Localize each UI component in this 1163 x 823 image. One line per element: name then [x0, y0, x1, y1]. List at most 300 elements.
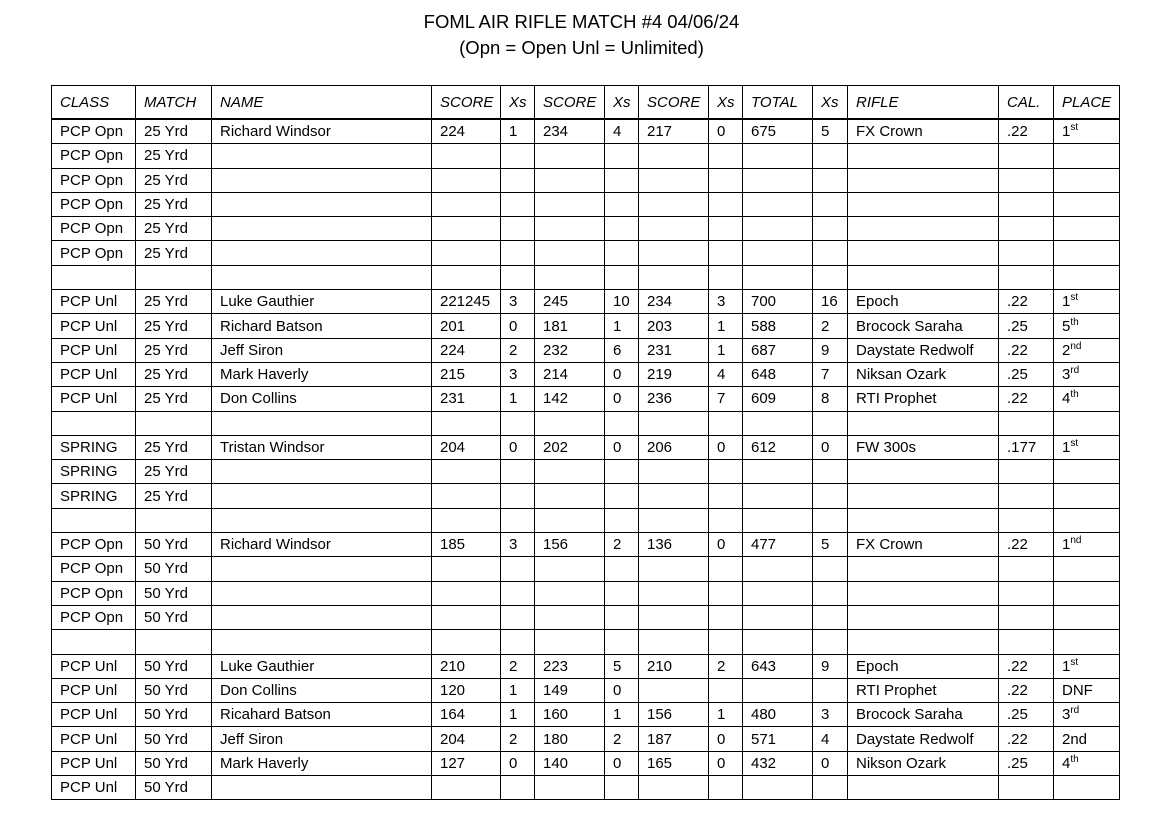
- xs-1-cell: 0: [501, 751, 535, 775]
- xs-3-cell: 0: [709, 533, 743, 557]
- xs-3-cell: [709, 192, 743, 216]
- match-cell: 25 Yrd: [136, 217, 212, 241]
- header-name: NAME: [212, 86, 432, 120]
- xs-2-cell: 0: [605, 435, 639, 459]
- table-row: [52, 581, 1120, 605]
- cal-cell: [999, 411, 1054, 435]
- total-cell: [743, 411, 813, 435]
- title-line-1: FOML AIR RIFLE MATCH #4 04/06/24: [423, 11, 740, 32]
- xs-2-cell: [605, 557, 639, 581]
- match-cell: 50 Yrd: [136, 727, 212, 751]
- xs-1-cell: [501, 144, 535, 168]
- match-cell: 25 Yrd: [136, 484, 212, 508]
- cal-cell: [999, 508, 1054, 532]
- header-score-2: SCORE: [535, 86, 605, 120]
- name-cell: [212, 460, 432, 484]
- xs-total-cell: [813, 508, 848, 532]
- score-3-cell: [639, 581, 709, 605]
- table-row: [52, 533, 1120, 557]
- xs-1-cell: [501, 241, 535, 265]
- class-cell: [52, 411, 136, 435]
- place-suffix: st: [1070, 656, 1079, 668]
- cal-cell: [999, 630, 1054, 654]
- class-cell: PCP Unl: [52, 727, 136, 751]
- xs-2-cell: [605, 217, 639, 241]
- match-cell: 25 Yrd: [136, 144, 212, 168]
- xs-total-cell: 8: [813, 387, 848, 411]
- match-cell: 50 Yrd: [136, 557, 212, 581]
- xs-1-cell: [501, 460, 535, 484]
- table-row: [52, 776, 1120, 800]
- place-suffix: nd: [1070, 340, 1082, 352]
- xs-3-cell: [709, 144, 743, 168]
- total-cell: [743, 581, 813, 605]
- class-cell: PCP Unl: [52, 387, 136, 411]
- total-cell: [743, 460, 813, 484]
- name-cell: [212, 241, 432, 265]
- total-cell: [743, 144, 813, 168]
- rifle-cell: RTI Prophet: [848, 387, 999, 411]
- xs-2-cell: 6: [605, 338, 639, 362]
- name-cell: Ricahard Batson: [212, 703, 432, 727]
- xs-3-cell: 0: [709, 751, 743, 775]
- place-cell: [1054, 241, 1120, 265]
- xs-total-cell: 0: [813, 751, 848, 775]
- xs-3-cell: 7: [709, 387, 743, 411]
- xs-1-cell: 1: [501, 703, 535, 727]
- xs-2-cell: [605, 411, 639, 435]
- match-cell: 25 Yrd: [136, 314, 212, 338]
- name-cell: Richard Windsor: [212, 119, 432, 144]
- score-1-cell: [432, 265, 501, 289]
- place-cell: [1054, 435, 1120, 459]
- xs-3-cell: 1: [709, 703, 743, 727]
- place-value: 2: [1062, 341, 1071, 359]
- place-suffix: th: [1070, 389, 1079, 401]
- total-cell: 700: [743, 290, 813, 314]
- score-2-cell: [535, 460, 605, 484]
- score-2-cell: [535, 508, 605, 532]
- score-3-cell: 219: [639, 362, 709, 386]
- score-2-cell: [535, 484, 605, 508]
- table-row: [52, 265, 1120, 289]
- xs-3-cell: [709, 217, 743, 241]
- cal-cell: .22: [999, 290, 1054, 314]
- cal-cell: .25: [999, 751, 1054, 775]
- rifle-cell: [848, 776, 999, 800]
- xs-3-cell: [709, 265, 743, 289]
- match-cell: 50 Yrd: [136, 751, 212, 775]
- xs-3-cell: [709, 411, 743, 435]
- score-1-cell: [432, 484, 501, 508]
- table-row: [52, 290, 1120, 314]
- rifle-cell: [848, 192, 999, 216]
- xs-1-cell: 1: [501, 119, 535, 144]
- rifle-cell: FX Crown: [848, 119, 999, 144]
- total-cell: [743, 605, 813, 629]
- xs-total-cell: 4: [813, 727, 848, 751]
- place-cell: [1054, 533, 1120, 557]
- match-cell: 25 Yrd: [136, 241, 212, 265]
- score-3-cell: [639, 605, 709, 629]
- score-2-cell: 181: [535, 314, 605, 338]
- score-3-cell: [639, 776, 709, 800]
- score-1-cell: 164: [432, 703, 501, 727]
- rifle-cell: [848, 168, 999, 192]
- cal-cell: .22: [999, 654, 1054, 678]
- score-1-cell: 224: [432, 119, 501, 144]
- place-cell: [1054, 508, 1120, 532]
- match-cell: [136, 411, 212, 435]
- place-suffix: st: [1070, 122, 1079, 134]
- table-row: [52, 557, 1120, 581]
- cal-cell: [999, 217, 1054, 241]
- match-cell: 50 Yrd: [136, 533, 212, 557]
- match-cell: 50 Yrd: [136, 654, 212, 678]
- name-cell: Mark Haverly: [212, 362, 432, 386]
- cal-cell: .22: [999, 387, 1054, 411]
- header-xs-3: Xs: [709, 86, 743, 120]
- score-2-cell: 232: [535, 338, 605, 362]
- rifle-cell: [848, 630, 999, 654]
- xs-3-cell: [709, 557, 743, 581]
- cal-cell: [999, 241, 1054, 265]
- rifle-cell: FX Crown: [848, 533, 999, 557]
- class-cell: SPRING: [52, 435, 136, 459]
- xs-2-cell: [605, 144, 639, 168]
- xs-2-cell: [605, 630, 639, 654]
- xs-3-cell: [709, 460, 743, 484]
- place-cell: [1054, 484, 1120, 508]
- xs-total-cell: [813, 460, 848, 484]
- score-3-cell: [639, 168, 709, 192]
- score-3-cell: 231: [639, 338, 709, 362]
- cal-cell: .22: [999, 338, 1054, 362]
- name-cell: Mark Haverly: [212, 751, 432, 775]
- place-value: 4: [1062, 390, 1071, 408]
- place-value: 3: [1062, 366, 1071, 384]
- score-3-cell: [639, 411, 709, 435]
- rifle-cell: [848, 605, 999, 629]
- cal-cell: .22: [999, 119, 1054, 144]
- place-value: 2nd: [1062, 730, 1088, 748]
- score-3-cell: [639, 630, 709, 654]
- xs-total-cell: 0: [813, 435, 848, 459]
- total-cell: 643: [743, 654, 813, 678]
- class-cell: PCP Opn: [52, 192, 136, 216]
- rifle-cell: FW 300s: [848, 435, 999, 459]
- place-cell: [1054, 678, 1120, 702]
- score-3-cell: [639, 265, 709, 289]
- total-cell: [743, 192, 813, 216]
- score-2-cell: 149: [535, 678, 605, 702]
- xs-total-cell: [813, 678, 848, 702]
- place-cell: [1054, 290, 1120, 314]
- xs-1-cell: [501, 508, 535, 532]
- xs-3-cell: [709, 630, 743, 654]
- table-row: [52, 241, 1120, 265]
- place-cell: [1054, 654, 1120, 678]
- name-cell: [212, 144, 432, 168]
- score-1-cell: [432, 557, 501, 581]
- place-cell: [1054, 387, 1120, 411]
- place-suffix: th: [1070, 316, 1079, 328]
- match-cell: 25 Yrd: [136, 168, 212, 192]
- score-1-cell: 185: [432, 533, 501, 557]
- place-cell: [1054, 192, 1120, 216]
- class-cell: PCP Opn: [52, 241, 136, 265]
- cal-cell: [999, 460, 1054, 484]
- match-cell: 25 Yrd: [136, 119, 212, 144]
- class-cell: [52, 630, 136, 654]
- place-value: 4: [1062, 754, 1071, 772]
- score-2-cell: 202: [535, 435, 605, 459]
- score-2-cell: [535, 557, 605, 581]
- xs-2-cell: 0: [605, 678, 639, 702]
- class-cell: PCP Opn: [52, 144, 136, 168]
- score-1-cell: [432, 776, 501, 800]
- total-cell: [743, 776, 813, 800]
- place-cell: [1054, 119, 1120, 144]
- score-3-cell: 236: [639, 387, 709, 411]
- rifle-cell: Daystate Redwolf: [848, 727, 999, 751]
- table-row: [52, 168, 1120, 192]
- class-cell: PCP Opn: [52, 119, 136, 144]
- table-row: [52, 727, 1120, 751]
- name-cell: Jeff Siron: [212, 338, 432, 362]
- xs-total-cell: [813, 776, 848, 800]
- xs-total-cell: 2: [813, 314, 848, 338]
- place-suffix: st: [1070, 292, 1079, 304]
- class-cell: [52, 265, 136, 289]
- score-3-cell: 206: [639, 435, 709, 459]
- results-table: [51, 85, 1120, 800]
- header-xs-total: Xs: [813, 86, 848, 120]
- score-2-cell: [535, 630, 605, 654]
- xs-1-cell: [501, 411, 535, 435]
- xs-3-cell: [709, 168, 743, 192]
- xs-total-cell: 5: [813, 119, 848, 144]
- place-cell: [1054, 217, 1120, 241]
- cal-cell: .22: [999, 533, 1054, 557]
- rifle-cell: [848, 144, 999, 168]
- score-2-cell: 214: [535, 362, 605, 386]
- match-cell: [136, 265, 212, 289]
- class-cell: PCP Unl: [52, 654, 136, 678]
- table-row: [52, 387, 1120, 411]
- table-row: [52, 508, 1120, 532]
- name-cell: Don Collins: [212, 678, 432, 702]
- score-1-cell: [432, 411, 501, 435]
- score-1-cell: [432, 581, 501, 605]
- cal-cell: [999, 192, 1054, 216]
- class-cell: SPRING: [52, 460, 136, 484]
- score-2-cell: [535, 144, 605, 168]
- place-value: 1: [1062, 657, 1071, 675]
- score-1-cell: [432, 144, 501, 168]
- place-value: 1: [1062, 439, 1071, 456]
- total-cell: 432: [743, 751, 813, 775]
- match-cell: 25 Yrd: [136, 290, 212, 314]
- xs-2-cell: 1: [605, 703, 639, 727]
- xs-2-cell: [605, 508, 639, 532]
- xs-1-cell: [501, 605, 535, 629]
- header-total: TOTAL: [743, 86, 813, 120]
- xs-1-cell: [501, 776, 535, 800]
- xs-3-cell: 4: [709, 362, 743, 386]
- place-cell: [1054, 557, 1120, 581]
- score-2-cell: [535, 265, 605, 289]
- score-2-cell: [535, 192, 605, 216]
- score-3-cell: 187: [639, 727, 709, 751]
- rifle-cell: [848, 217, 999, 241]
- place-suffix: st: [1070, 438, 1079, 449]
- xs-1-cell: 2: [501, 338, 535, 362]
- name-cell: [212, 192, 432, 216]
- name-cell: Luke Gauthier: [212, 290, 432, 314]
- cal-cell: [999, 484, 1054, 508]
- score-3-cell: 136: [639, 533, 709, 557]
- score-3-cell: 210: [639, 654, 709, 678]
- score-3-cell: 165: [639, 751, 709, 775]
- xs-total-cell: [813, 217, 848, 241]
- name-cell: [212, 605, 432, 629]
- score-2-cell: [535, 605, 605, 629]
- xs-total-cell: [813, 144, 848, 168]
- place-value: 3: [1062, 706, 1071, 724]
- score-1-cell: [432, 460, 501, 484]
- xs-3-cell: [709, 241, 743, 265]
- total-cell: [743, 508, 813, 532]
- rifle-cell: [848, 508, 999, 532]
- score-3-cell: 234: [639, 290, 709, 314]
- xs-3-cell: 1: [709, 338, 743, 362]
- place-value: 1: [1062, 293, 1071, 311]
- xs-1-cell: [501, 217, 535, 241]
- total-cell: 687: [743, 338, 813, 362]
- score-2-cell: [535, 241, 605, 265]
- place-value: 1: [1062, 123, 1071, 141]
- total-cell: 609: [743, 387, 813, 411]
- place-cell: [1054, 460, 1120, 484]
- xs-2-cell: 2: [605, 533, 639, 557]
- table-row: [52, 119, 1120, 144]
- name-cell: Luke Gauthier: [212, 654, 432, 678]
- xs-2-cell: 0: [605, 751, 639, 775]
- table-row: [52, 484, 1120, 508]
- name-cell: [212, 508, 432, 532]
- score-1-cell: 231: [432, 387, 501, 411]
- match-cell: 25 Yrd: [136, 192, 212, 216]
- cal-cell: .22: [999, 678, 1054, 702]
- score-2-cell: [535, 776, 605, 800]
- class-cell: PCP Opn: [52, 168, 136, 192]
- xs-2-cell: 2: [605, 727, 639, 751]
- xs-total-cell: [813, 557, 848, 581]
- name-cell: [212, 411, 432, 435]
- xs-1-cell: [501, 557, 535, 581]
- name-cell: Don Collins: [212, 387, 432, 411]
- score-1-cell: [432, 630, 501, 654]
- xs-2-cell: [605, 460, 639, 484]
- place-cell: [1054, 362, 1120, 386]
- cal-cell: [999, 581, 1054, 605]
- table-row: [52, 217, 1120, 241]
- match-cell: 25 Yrd: [136, 362, 212, 386]
- table-row: [52, 630, 1120, 654]
- name-cell: Richard Windsor: [212, 533, 432, 557]
- score-1-cell: [432, 508, 501, 532]
- match-cell: 50 Yrd: [136, 581, 212, 605]
- match-cell: 25 Yrd: [136, 435, 212, 459]
- place-cell: [1054, 703, 1120, 727]
- xs-2-cell: 1: [605, 314, 639, 338]
- xs-2-cell: 10: [605, 290, 639, 314]
- class-cell: PCP Unl: [52, 776, 136, 800]
- place-cell: [1054, 727, 1120, 751]
- name-cell: Richard Batson: [212, 314, 432, 338]
- name-cell: [212, 581, 432, 605]
- rifle-cell: Brocock Saraha: [848, 703, 999, 727]
- total-cell: 648: [743, 362, 813, 386]
- place-value: 1: [1062, 536, 1071, 554]
- cal-cell: [999, 168, 1054, 192]
- class-cell: PCP Opn: [52, 605, 136, 629]
- xs-2-cell: [605, 241, 639, 265]
- cal-cell: [999, 557, 1054, 581]
- name-cell: Tristan Windsor: [212, 435, 432, 459]
- xs-2-cell: 5: [605, 654, 639, 678]
- name-cell: [212, 557, 432, 581]
- cal-cell: [999, 144, 1054, 168]
- header-match: MATCH: [136, 86, 212, 120]
- xs-3-cell: [709, 484, 743, 508]
- xs-2-cell: [605, 776, 639, 800]
- place-cell: [1054, 776, 1120, 800]
- table-row: [52, 314, 1120, 338]
- cal-cell: .25: [999, 314, 1054, 338]
- header-place: PLACE: [1054, 86, 1120, 120]
- xs-1-cell: [501, 630, 535, 654]
- name-cell: Jeff Siron: [212, 727, 432, 751]
- header-score-3: SCORE: [639, 86, 709, 120]
- xs-1-cell: [501, 265, 535, 289]
- xs-1-cell: 3: [501, 290, 535, 314]
- total-cell: [743, 241, 813, 265]
- xs-3-cell: [709, 508, 743, 532]
- match-cell: [136, 508, 212, 532]
- table-row: [52, 411, 1120, 435]
- class-cell: PCP Unl: [52, 290, 136, 314]
- place-cell: [1054, 144, 1120, 168]
- score-2-cell: [535, 411, 605, 435]
- document-title: [0, 9, 1163, 61]
- total-cell: [743, 557, 813, 581]
- xs-1-cell: 1: [501, 678, 535, 702]
- total-cell: 675: [743, 119, 813, 144]
- cal-cell: [999, 605, 1054, 629]
- name-cell: [212, 630, 432, 654]
- score-2-cell: 223: [535, 654, 605, 678]
- total-cell: 480: [743, 703, 813, 727]
- score-1-cell: 224: [432, 338, 501, 362]
- rifle-cell: [848, 581, 999, 605]
- xs-3-cell: 3: [709, 290, 743, 314]
- place-value: 5: [1062, 317, 1071, 335]
- xs-1-cell: 0: [501, 435, 535, 459]
- xs-1-cell: 0: [501, 314, 535, 338]
- match-cell: 50 Yrd: [136, 678, 212, 702]
